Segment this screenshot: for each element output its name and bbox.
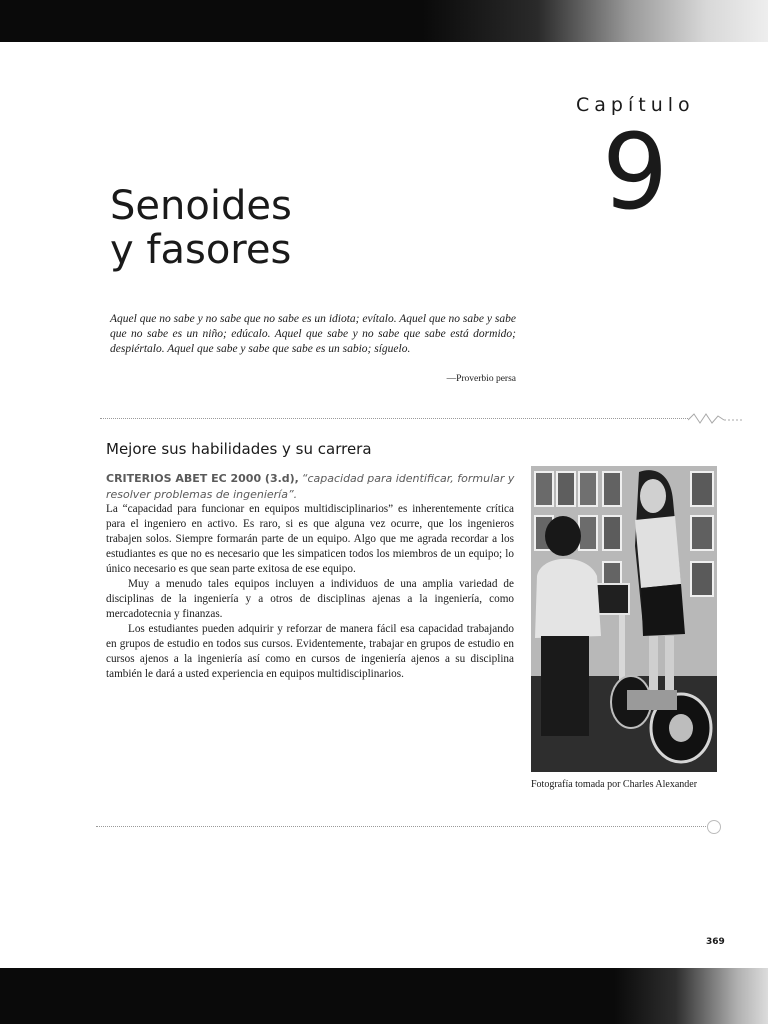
criteria-quote: “capacidad para identificar, formular y resolver problemas de ingeniería”. xyxy=(106,472,515,501)
epigraph-attribution: —Proverbio persa xyxy=(446,374,516,384)
body-text xyxy=(106,502,514,682)
zigzag-ornament xyxy=(688,411,744,427)
photo-illustration xyxy=(531,466,717,772)
chapter-label: Capítulo xyxy=(576,94,695,116)
criteria-label: CRITERIOS ABET EC 2000 (3.d), xyxy=(106,472,299,485)
chapter-number: 9 xyxy=(602,111,669,233)
segway-photo xyxy=(531,466,717,772)
chapter-title-line-1: Senoides xyxy=(110,183,292,229)
chapter-title-line-2: y fasores xyxy=(110,227,292,273)
scan-top-edge xyxy=(0,0,768,42)
circle-ornament xyxy=(707,820,721,834)
section-divider-top xyxy=(100,418,690,419)
page-number: 369 xyxy=(706,937,725,947)
epigraph: Aquel que no sabe y no sabe que no sabe es un idiota; evítalo. Aquel que no sabe y sabe que no sabe es un niño; edúcalo. Aquel que sabe y no sabe que sabe está dormido; despiértalo. Aquel que sabe y sabe que sabe es un sabio; síguelo. xyxy=(110,313,516,355)
section-divider-bottom xyxy=(96,826,708,827)
chapter-title xyxy=(110,184,292,272)
abet-criteria xyxy=(106,471,520,503)
body-paragraph: La “capacidad para funcionar en equipos multidisciplinarios” es inherentemente crítica para el ingeniero en activo. Es raro, si es que alguna vez ocurre, que los ingenieros trabajen solos. Siempre formarán parte de un equipo. Algo que me agrada recordar a los estudiantes es que no es necesario que les simpaticen todos los miembros de un equipo; lo único necesario es que sean parte exitosa de ese equipo. xyxy=(106,503,514,575)
body-paragraph: Los estudiantes pueden adquirir y reforzar de manera fácil esa capacidad trabajando en grupos de estudio en todos sus cursos. Evidentemente, trabajar en grupos de estudio en cursos ajenos a la ingeniería así como en cursos de ingeniería ajenos a su disciplina también le dará a usted experiencia en equipos multidisciplinarios. xyxy=(106,623,514,680)
photo-caption: Fotografía tomada por Charles Alexander xyxy=(531,779,698,790)
body-paragraph: Muy a menudo tales equipos incluyen a individuos de una amplia variedad de disciplinas de la ingeniería y a otros de disciplinas ajenas a la ingeniería, como mercadotecnia y finanzas. xyxy=(106,578,514,620)
scan-bottom-edge xyxy=(0,968,768,1024)
section-heading: Mejore sus habilidades y su carrera xyxy=(106,440,372,458)
